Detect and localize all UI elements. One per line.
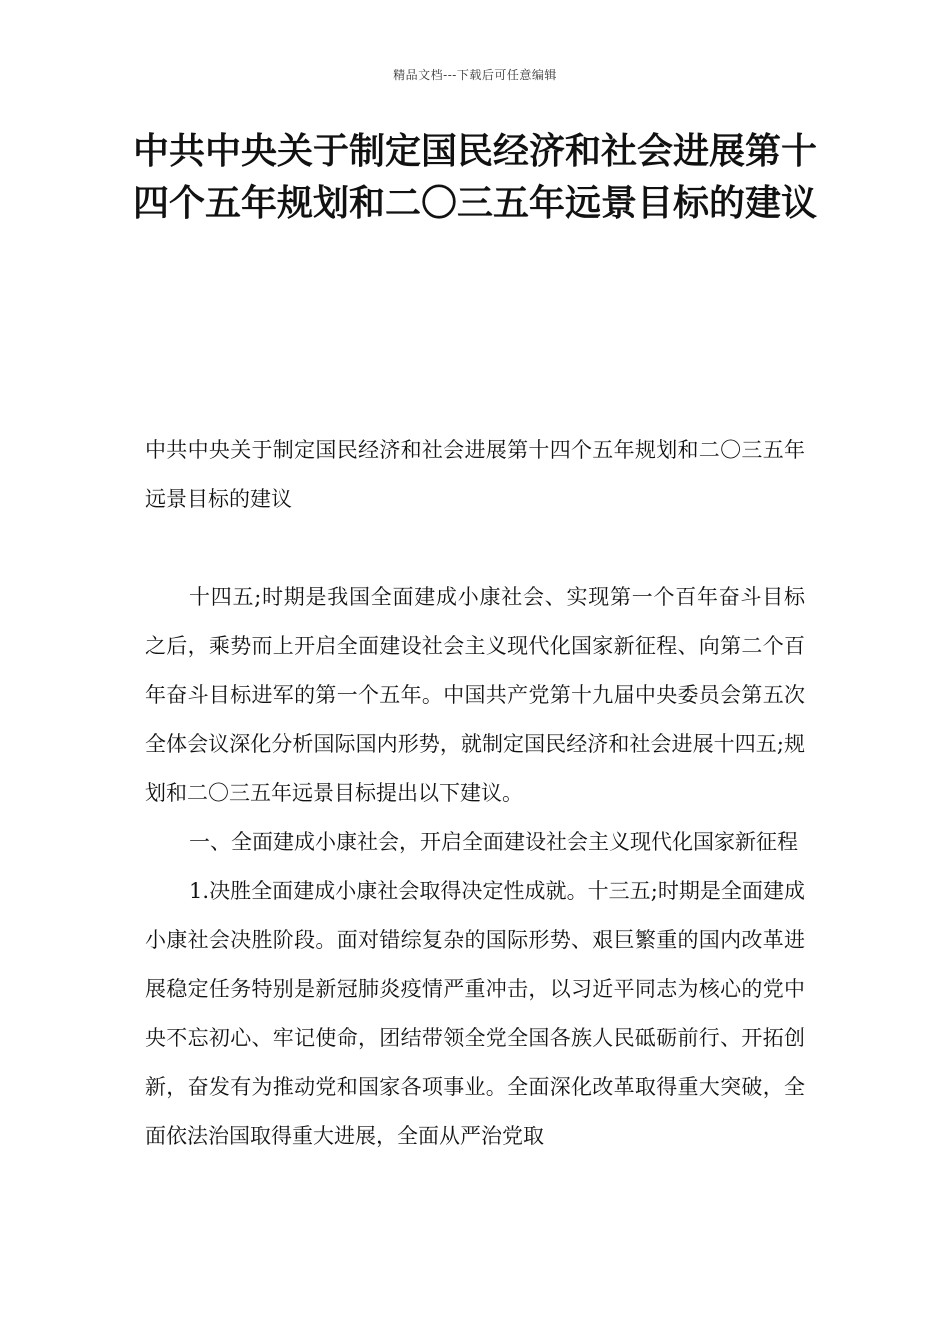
- document-title: 中共中央关于制定国民经济和社会进展第十四个五年规划和二〇三五年远景目标的建议: [132, 131, 817, 224]
- document-body: [145, 426, 805, 1161]
- paragraph-1-1: 1.决胜全面建成小康社会取得决定性成就。十三五;时期是全面建成小康社会决胜阶段。面对错综复杂的国际形势、艰巨繁重的国内改革进展稳定任务特别是新冠肺炎疫情严重冲击，以习近平同志为核心的党中央不忘初心、牢记使命，团结带领全党全国各族人民砥砺前行、开拓创新，奋发有为推动党和国家各项事业。全面深化改革取得重大突破，全面依法治国取得重大进展，全面从严治党取: [145, 879, 805, 1148]
- document-subtitle: 中共中央关于制定国民经济和社会进展第十四个五年规划和二〇三五年远景目标的建议: [145, 438, 805, 511]
- section-heading-1: 一、全面建成小康社会，开启全面建设社会主义现代化国家新征程: [189, 830, 798, 854]
- header-note: 精品文档---下载后可任意编辑: [393, 68, 557, 82]
- paragraph-intro: 十四五;时期是我国全面建成小康社会、实现第一个百年奋斗目标之后，乘势而上开启全面建设社会主义现代化国家新征程、向第二个百年奋斗目标进军的第一个五年。中国共产党第十九届中央委员会第五次全体会议深化分析国际国内形势，就制定国民经济和社会进展十四五;规划和二〇三五年远景目标提出以下建议。: [145, 585, 805, 805]
